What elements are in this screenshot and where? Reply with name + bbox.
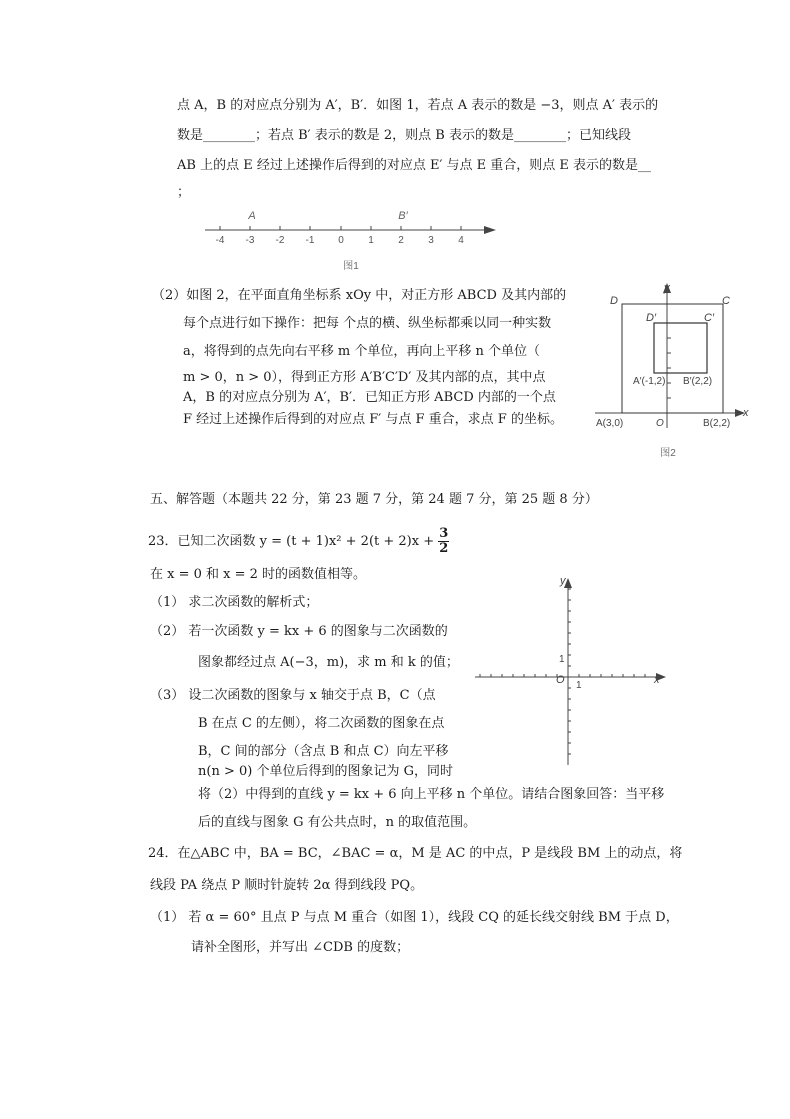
label-c-prime: C′	[704, 312, 715, 324]
q23-unit-x-label: 1	[576, 680, 582, 691]
fraction-numerator: 3	[439, 526, 449, 541]
q23-head	[148, 522, 449, 562]
q24-sub1-line1: （1） 若 α = 60° 且点 P 与点 M 重合（如图 1），线段 CQ 的延长线交射线 BM 于点 D，	[150, 910, 679, 925]
tick-label: -4	[215, 235, 225, 246]
q23-condition: 在 x = 0 和 x = 2 时的函数值相等。	[150, 567, 367, 582]
tick-label: -2	[275, 235, 285, 246]
q23-coordinate-axes	[470, 570, 670, 770]
section-heading: 五、解答题（本题共 22 分，第 23 题 7 分，第 24 题 7 分，第 25 题 8 分）	[150, 492, 598, 507]
q23-sub2-line2: 图象都经过点 A(−3，m)，求 m 和 k 的值；	[198, 655, 459, 670]
label-a: A(3,0)	[596, 418, 624, 429]
tick-label: 1	[368, 235, 374, 246]
figure2-coordinate-plane	[590, 280, 760, 465]
label-b: B(2,2)	[703, 418, 731, 429]
point-b-prime-label: B′	[398, 210, 408, 222]
q23-sub3-line2: B 在点 C 的左侧），将二次函数的图象在点	[198, 716, 445, 731]
q23-sub3-line5: 将（2）中得到的直线 y = kx + 6 向上平移 n 个单位。请结合图象回答：当平移	[198, 787, 665, 802]
x-axis-label: x	[743, 407, 749, 419]
q23-y-axis-label: y	[560, 575, 566, 587]
label-d: D	[610, 295, 618, 307]
q23-sub1: （1） 求二次函数的解析式；	[150, 595, 319, 610]
label-a-prime: A′(-1,2)	[633, 376, 666, 387]
point-a-label: A	[248, 210, 256, 222]
figure2-caption: 图2	[660, 448, 676, 459]
q24-line1: 24．在△ABC 中，BA = BC，∠BAC = α，M 是 AC 的中点，P 是线段 BM 上的动点，将	[148, 846, 683, 861]
p1-line3: AB 上的点 E 经过上述操作后得到的对应点 E′ 与点 E 重合，则点 E 表示的数是__	[177, 158, 652, 173]
p1-line1: 点 A，B 的对应点分别为 A′，B′．如图 1，若点 A 表示的数是 −3，则点 A′ 表示的	[177, 98, 659, 113]
q23-sub3-line3: B，C 间的部分（含点 B 和点 C）向左平移	[198, 744, 449, 759]
p2-line4: m > 0，n > 0），得到正方形 A′B′C′D′ 及其内部的点，其中点	[183, 370, 546, 385]
q23-origin-label: O	[556, 674, 565, 686]
q23-unit-y-label: 1	[559, 654, 565, 665]
tick-label: 0	[338, 235, 344, 246]
p2-line3: a，将得到的点先向右平移 m 个单位，再向上平移 n 个单位（	[183, 344, 540, 359]
p2-line2: 每个点进行如下操作：把每 个点的横、纵坐标都乘以同一种实数	[183, 316, 552, 331]
label-d-prime: D′	[646, 312, 657, 324]
q23-sub3-line6: 后的直线与图象 G 有公共点时，n 的取值范围。	[198, 815, 477, 830]
q24-line2: 线段 PA 绕点 P 顺时针旋转 2α 得到线段 PQ。	[150, 878, 424, 893]
p2-line5: A，B 的对应点分别为 A′，B′．已知正方形 ABCD 内部的一个点	[183, 390, 556, 405]
tick-label: -1	[305, 235, 315, 246]
y-axis-label: y	[664, 282, 670, 294]
q23-sub3-line1: （3） 设二次函数的图象与 x 轴交于点 B，C（点	[150, 688, 436, 703]
p1-line2: 数是________；若点 B′ 表示的数是 2，则点 B 表示的数是________；已知线段	[177, 128, 631, 143]
q23-x-axis-label: x	[654, 674, 660, 686]
q23-head-text: 23．已知二次函数 y = (t + 1)x² + 2(t + 2)x +	[148, 534, 435, 549]
q23-sub2-line1: （2） 若一次函数 y = kx + 6 的图象与二次函数的	[150, 624, 448, 639]
fraction-denominator: 2	[439, 541, 449, 556]
tick-label: -3	[245, 235, 255, 246]
origin-label: O	[656, 418, 664, 429]
figure1-number-line	[200, 205, 500, 275]
fraction-3-2	[438, 527, 449, 556]
p2-line6: F 经过上述操作后得到的对应点 F′ 与点 F 重合，求点 F 的坐标。	[183, 412, 563, 427]
figure1-caption: 图1	[343, 261, 359, 272]
q23-sub3-line4: n(n > 0) 个单位后得到的图象记为 G，同时	[198, 764, 453, 779]
p1-line4: ；	[177, 185, 191, 200]
p2-line1: （2）如图 2，在平面直角坐标系 xOy 中，对正方形 ABCD 及其内部的	[152, 288, 567, 303]
q24-sub1-line2: 请补全图形，并写出 ∠CDB 的度数；	[191, 940, 410, 955]
tick-label: 2	[398, 235, 404, 246]
label-b-prime: B′(2,2)	[683, 376, 713, 387]
label-c: C	[722, 295, 730, 307]
tick-label: 3	[428, 235, 434, 246]
tick-label: 4	[458, 235, 464, 246]
